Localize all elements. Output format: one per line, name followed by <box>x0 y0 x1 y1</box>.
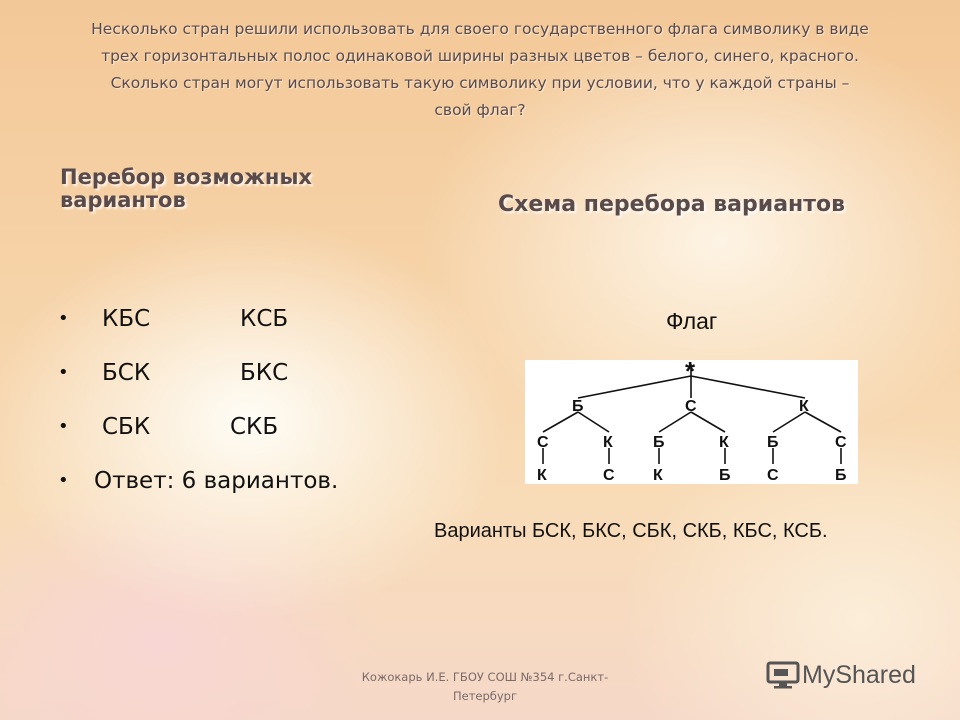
tree-diagram <box>525 360 858 484</box>
bullet-icon: • <box>58 308 69 329</box>
tree-node-l2: К <box>719 434 729 451</box>
variant-text: БСК <box>102 360 151 386</box>
variant-text: СБК <box>102 414 151 440</box>
left-heading-line: вариантов <box>60 188 186 212</box>
problem-statement <box>50 16 910 124</box>
right-heading: Схема перебора вариантов <box>498 192 846 217</box>
tree-node-l2: С <box>537 434 549 451</box>
tree-node-l1: К <box>799 398 809 415</box>
tree-node-l1: Б <box>572 398 584 415</box>
footer-line: Петербург <box>452 689 518 703</box>
logo-text: MyShared <box>802 660 916 689</box>
footer-line: Кожокарь И.Е. ГБОУ СОШ №354 г.Санкт- <box>361 670 609 684</box>
tree-node-l2: К <box>603 434 613 451</box>
problem-line: Несколько стран решили использовать для своего государственного флага символику в виде <box>91 20 869 38</box>
myshared-logo[interactable] <box>766 658 916 692</box>
monitor-icon <box>766 660 802 690</box>
left-heading <box>60 166 390 212</box>
tree-node-l3: Б <box>835 467 847 484</box>
tree-node-l3: С <box>767 467 779 484</box>
tree-svg <box>525 360 858 484</box>
tree-root-node: * <box>685 360 696 386</box>
tree-node-l2: Б <box>767 434 779 451</box>
tree-node-l2: Б <box>653 434 665 451</box>
problem-line: свой флаг? <box>434 101 526 119</box>
tree-node-l3: К <box>653 467 663 484</box>
bullet-icon: • <box>58 470 69 491</box>
bullet-icon: • <box>58 416 69 437</box>
answer-text: Ответ: 6 вариантов. <box>94 468 339 494</box>
variants-summary: Варианты БСК, БКС, СБК, СКБ, КБС, КСБ. <box>434 520 828 542</box>
variant-text: СКБ <box>230 414 279 440</box>
tree-node-l2: С <box>835 434 847 451</box>
tree-node-l3: Б <box>719 467 731 484</box>
tree-node-l3: С <box>603 467 615 484</box>
problem-line: Сколько стран могут использовать такую символику при условии, что у каждой страны – <box>110 74 850 92</box>
variant-text: КБС <box>102 306 151 332</box>
tree-node-l1: С <box>685 398 697 415</box>
variant-text: КСБ <box>240 306 289 332</box>
problem-line: трех горизонтальных полос одинаковой ширины разных цветов – белого, синего, красного. <box>101 47 859 65</box>
bullet-icon: • <box>58 362 69 383</box>
variant-text: БКС <box>240 360 289 386</box>
left-heading-line: Перебор возможных <box>60 165 312 189</box>
tree-root-label: Флаг <box>666 308 718 334</box>
footer-credit <box>340 668 630 706</box>
tree-node-l3: К <box>537 467 547 484</box>
